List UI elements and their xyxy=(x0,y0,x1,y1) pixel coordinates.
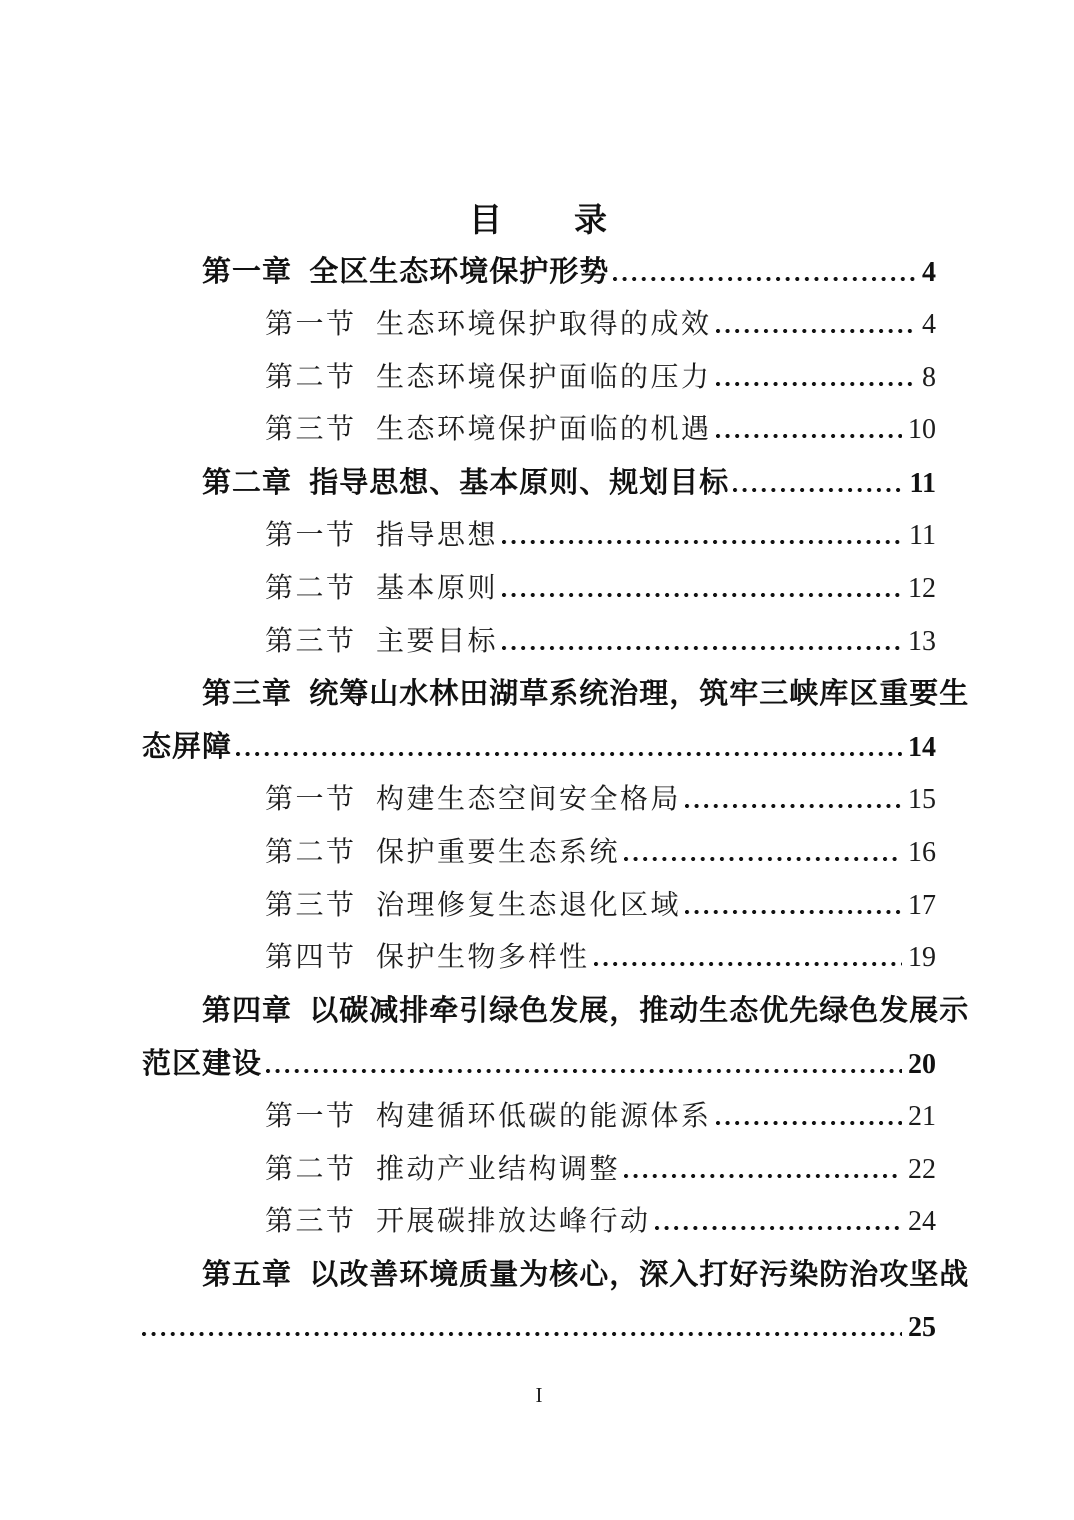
toc-entry-section xyxy=(142,1091,936,1144)
toc-page-number: 11 xyxy=(909,519,936,551)
toc-entry-section xyxy=(142,774,936,827)
toc-page-number: 8 xyxy=(922,361,936,393)
toc-entry-label: 第四节 保护生物多样性 xyxy=(265,942,590,974)
table-of-contents xyxy=(142,193,970,1355)
toc-entry-label: 第三节 生态环境保护面临的机遇 xyxy=(265,414,712,446)
toc-entry-chapter-2 xyxy=(142,457,936,510)
toc-page-number: 12 xyxy=(908,572,936,604)
dotted-leader xyxy=(685,804,902,808)
dotted-leader xyxy=(624,857,902,861)
toc-entry-label: 第一节 指导思想 xyxy=(265,519,499,551)
toc-page-number: 25 xyxy=(908,1311,936,1343)
toc-entry-label: 范区建设 xyxy=(142,1047,263,1080)
toc-page-number: 19 xyxy=(908,942,936,974)
toc-entry-label: 第一节 构建循环低碳的能源体系 xyxy=(265,1100,712,1132)
dotted-leader xyxy=(733,488,903,492)
toc-entry-label: 第一节 构建生态空间安全格局 xyxy=(265,783,682,815)
toc-entry-label: 第一章 全区生态环境保护形势 xyxy=(202,256,610,288)
toc-entry-label: 第二节 基本原则 xyxy=(265,572,499,604)
dotted-leader xyxy=(655,1226,902,1230)
toc-page-number: 4 xyxy=(922,308,936,340)
toc-entry-section xyxy=(142,827,936,880)
toc-page-number: 22 xyxy=(908,1153,936,1185)
toc-entry-label: 第二节 生态环境保护面临的压力 xyxy=(265,361,712,393)
toc-entry-label: 态屏障 xyxy=(142,731,233,764)
toc-entry-chapter-4-line1: 第四章 以碳减排牵引绿色发展，推动生态优先绿色发展示 xyxy=(202,995,970,1028)
dotted-leader xyxy=(594,962,902,966)
toc-entry-label: 第二节 保护重要生态系统 xyxy=(265,836,621,868)
toc-entry-label: 第三节 治理修复生态退化区域 xyxy=(265,889,682,921)
toc-entry-section xyxy=(142,352,936,405)
dotted-leader xyxy=(502,593,902,597)
toc-entry-section xyxy=(142,404,936,457)
toc-page-number: 21 xyxy=(908,1100,936,1132)
footer-page-number: I xyxy=(535,1383,543,1407)
toc-page-number: 15 xyxy=(908,783,936,815)
dotted-leader xyxy=(502,646,902,650)
dotted-leader xyxy=(142,1332,902,1336)
dotted-leader xyxy=(613,277,916,281)
toc-entry-section xyxy=(142,1144,936,1197)
toc-page-number: 16 xyxy=(908,836,936,868)
toc-page-number: 14 xyxy=(908,732,936,764)
toc-entry-section xyxy=(142,1196,936,1249)
toc-page-number: 24 xyxy=(908,1206,936,1238)
toc-page-number: 13 xyxy=(908,625,936,657)
toc-page-number: 4 xyxy=(922,257,936,288)
toc-entry-label: 第二章 指导思想、基本原则、规划目标 xyxy=(202,467,730,500)
toc-entry-chapter-1 xyxy=(142,246,936,299)
toc-entry-chapter-3-line2 xyxy=(142,721,936,774)
toc-entry-section xyxy=(142,299,936,352)
dotted-leader xyxy=(236,752,902,756)
dotted-leader xyxy=(502,540,903,544)
page-title: 目 录 xyxy=(469,201,609,238)
dotted-leader xyxy=(716,1121,902,1125)
toc-entry-section xyxy=(142,932,936,985)
toc-page-number: 17 xyxy=(908,889,936,921)
toc-entry-section xyxy=(142,616,936,669)
toc-entry-section xyxy=(142,563,936,616)
toc-entry-section xyxy=(142,880,936,933)
toc-entry-chapter-3-line1: 第三章 统筹山水林田湖草系统治理，筑牢三峡库区重要生 xyxy=(202,678,970,711)
toc-entry-label: 第三节 开展碳排放达峰行动 xyxy=(265,1206,651,1238)
dotted-leader xyxy=(716,434,902,438)
dotted-leader xyxy=(685,910,902,914)
dotted-leader xyxy=(266,1069,902,1073)
toc-entry-section xyxy=(142,510,936,563)
toc-page-number: 10 xyxy=(908,414,936,446)
toc-entry-label: 第三节 主要目标 xyxy=(265,625,499,657)
dotted-leader xyxy=(716,382,916,386)
toc-page-number: 20 xyxy=(908,1048,936,1080)
toc-entry-chapter-4-line2 xyxy=(142,1038,936,1091)
dotted-leader xyxy=(624,1174,902,1178)
toc-entry-label: 第二节 推动产业结构调整 xyxy=(265,1153,621,1185)
toc-entry-chapter-5-line1: 第五章 以改善环境质量为核心，深入打好污染防治攻坚战 xyxy=(202,1259,970,1292)
toc-entry-label: 第一节 生态环境保护取得的成效 xyxy=(265,308,712,340)
toc-page-number: 11 xyxy=(909,468,936,500)
dotted-leader xyxy=(716,329,916,333)
toc-entry-chapter-5-line2 xyxy=(142,1302,936,1355)
